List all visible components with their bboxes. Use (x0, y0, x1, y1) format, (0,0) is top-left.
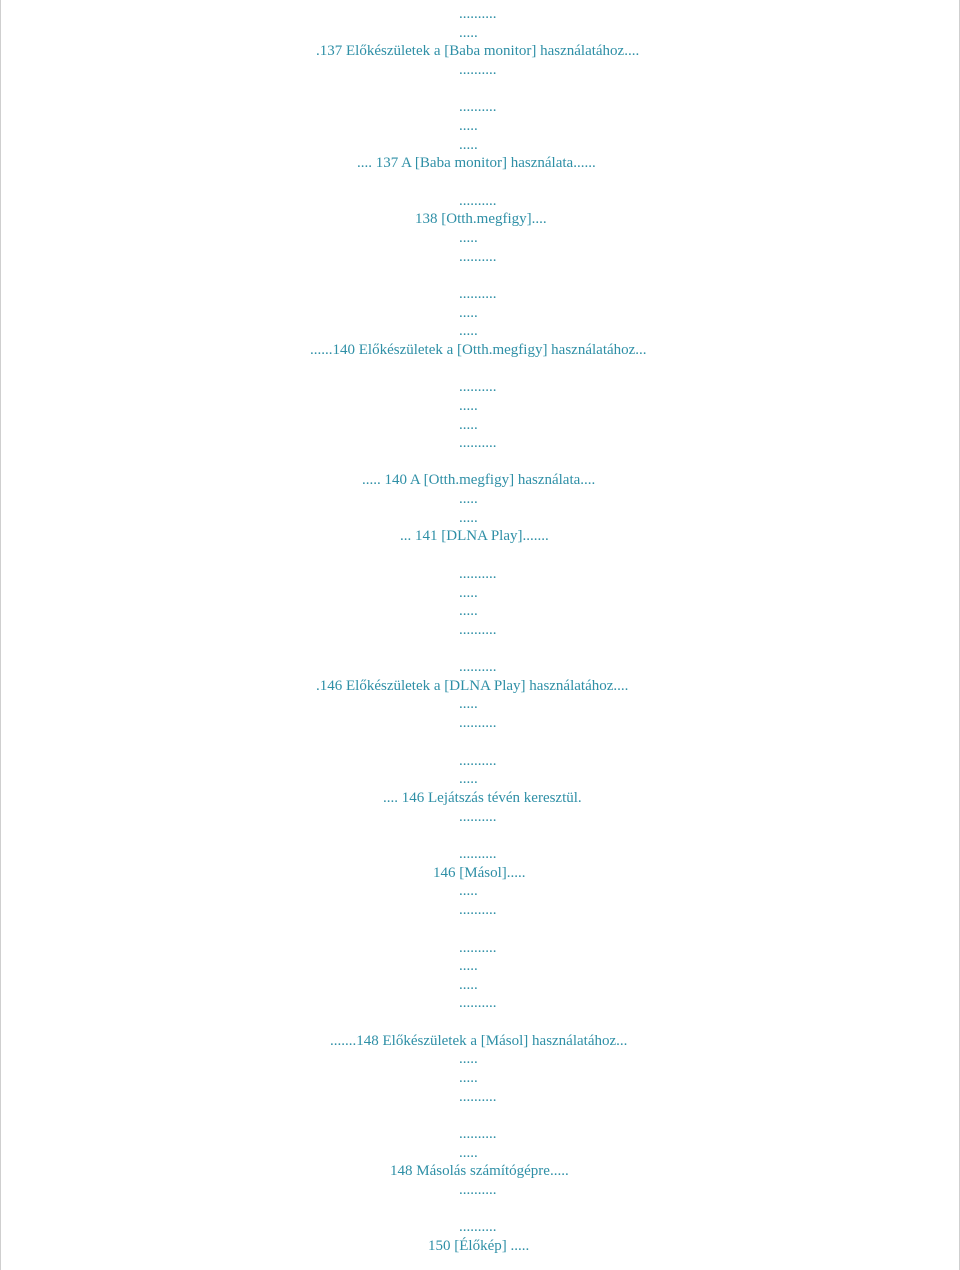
toc-leader: .......... (459, 1182, 497, 1198)
toc-leader: .......... (459, 286, 497, 302)
toc-leader: .......... (459, 193, 497, 209)
toc-leader: .......... (459, 753, 497, 769)
toc-leader: .......... (459, 1126, 497, 1142)
toc-leader: ..... (459, 585, 478, 601)
toc-entry[interactable]: ... 141 [DLNA Play]....... (400, 528, 549, 544)
toc-leader: ..... (459, 1051, 478, 1067)
toc-leader: .......... (459, 99, 497, 115)
toc-leader: ..... (459, 696, 478, 712)
toc-entry[interactable]: ..... 140 A [Otth.megfigy] használata.... (362, 472, 596, 488)
toc-leader: ..... (459, 230, 478, 246)
toc-leader: ..... (459, 510, 478, 526)
toc-leader: ..... (459, 118, 478, 134)
toc-leader: .......... (459, 379, 497, 395)
toc-entry[interactable]: 146 [Másol]..... (433, 865, 526, 881)
toc-entry[interactable]: .... 146 Lejátszás tévén keresztül. (383, 790, 582, 806)
toc-entry[interactable]: 150 [Élőkép] ..... (428, 1238, 530, 1254)
toc-leader: .......... (459, 940, 497, 956)
toc-entry[interactable]: .146 Előkészületek a [DLNA Play] használatához.... (316, 678, 629, 694)
toc-leader: ..... (459, 25, 478, 41)
toc-leader: .......... (459, 659, 497, 675)
toc-leader: .......... (459, 1219, 497, 1235)
toc-entry[interactable]: .... 137 A [Baba monitor] használata...... (357, 155, 596, 171)
toc-entry[interactable]: 148 Másolás számítógépre..... (390, 1163, 569, 1179)
toc-leader: ..... (459, 958, 478, 974)
toc-leader: .......... (459, 995, 497, 1011)
toc-leader: .......... (459, 566, 497, 582)
toc-leader: .......... (459, 902, 497, 918)
toc-leader: .......... (459, 715, 497, 731)
toc-leader: ..... (459, 883, 478, 899)
toc-leader: ..... (459, 398, 478, 414)
toc-leader: ..... (459, 1070, 478, 1086)
toc-leader: ..... (459, 491, 478, 507)
toc-entry[interactable]: 138 [Otth.megfigy].... (415, 211, 547, 227)
toc-entry[interactable]: ......140 Előkészületek a [Otth.megfigy] használatához... (310, 342, 647, 358)
toc-leader: .......... (459, 846, 497, 862)
toc-leader: .......... (459, 622, 497, 638)
toc-leader: ..... (459, 305, 478, 321)
toc-leader: ..... (459, 417, 478, 433)
toc-leader: ..... (459, 1145, 478, 1161)
toc-leader: .......... (459, 1089, 497, 1105)
toc-leader: ..... (459, 137, 478, 153)
toc-entry[interactable]: .......148 Előkészületek a [Másol] használatához... (330, 1033, 628, 1049)
toc-leader: .......... (459, 6, 497, 22)
toc-leader: ..... (459, 323, 478, 339)
toc-leader: ..... (459, 771, 478, 787)
toc-leader: ..... (459, 977, 478, 993)
toc-leader: ..... (459, 603, 478, 619)
toc-leader: .......... (459, 435, 497, 451)
toc-leader: .......... (459, 809, 497, 825)
toc-leader: .......... (459, 62, 497, 78)
toc-entry[interactable]: .137 Előkészületek a [Baba monitor] használatához.... (316, 43, 640, 59)
toc-leader: .......... (459, 249, 497, 265)
